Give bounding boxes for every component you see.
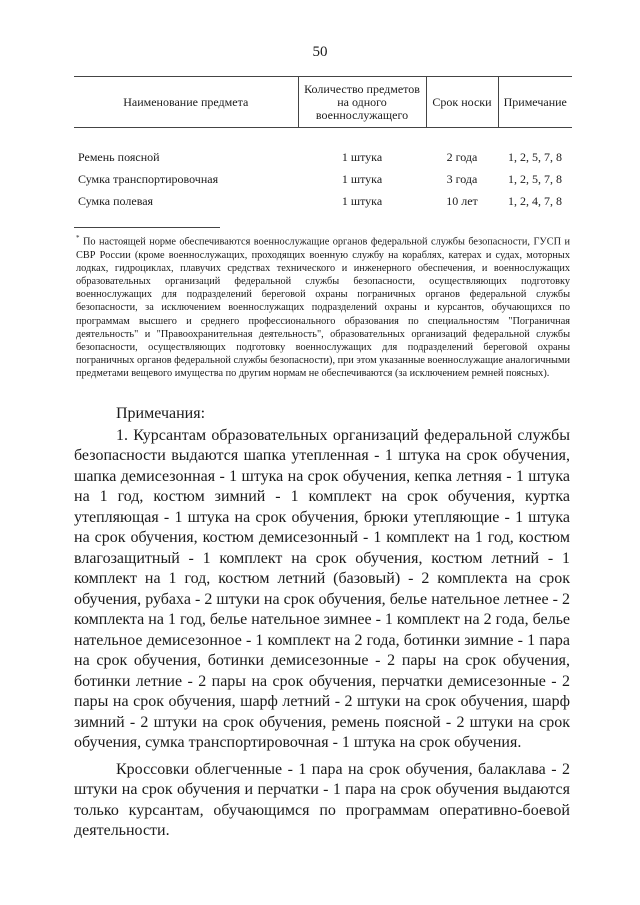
cell-quantity: 1 штука [341,149,383,164]
header-note: Примечание [498,77,572,128]
cell-item-name: Сумка полевая [78,193,154,208]
notes-section [74,404,570,842]
cell-wear-term: 3 года [446,171,478,186]
cell-quantity: 1 штука [341,171,383,186]
table-row [74,128,572,169]
header-wear-term: Срок носки [426,77,498,128]
cell-note: 1, 2, 5, 7, 8 [508,171,562,186]
cell-quantity: 1 штука [341,193,383,208]
notes-paragraph: 1. Курсантам образовательных организаций федеральной службы безопасности выдаются шапка утепленная - 1 штука на срок обучения, шапка демисезонная - 1 штука на срок обучения, кепка летняя - 1 штука на 1 год, костюм зимний - 1 комплект на срок обучения, куртка утепляющая - 1 штука на срок обучения, брюки утепляющие - 1 штука на срок обучения, костюм демисезонный - 1 комплект на 1 год, костюм влагозащитный - 1 комплект на срок обучения, костюм летний - 1 комплект на 1 год, костюм летний (базовый) - 2 комплекта на срок обучения, рубаха - 2 штуки на срок обучения, белье нательное летнее - 2 комплекта на 1 год, белье нательное зимнее - 1 комплект на 2 года, белье нательное демисезонное - 1 комплект на 2 года, ботинки зимние - 1 пара на срок обучения, ботинки демисезонные - 2 пары на срок обучения, ботинки летние - 2 пары на срок обучения, перчатки демисезонные - 2 пары на срок обучения, шарф летний - 2 штуки на срок обучения, шарф зимний - 2 штуки на срок обучения, ремень поясной - 2 штуки на срок обучения, сумка транспортировочная - 1 штука на срок обучения. [74,426,570,751]
items-table [74,76,572,212]
table-row [74,168,572,190]
notes-paragraph: Кроссовки облегченные - 1 пара на срок обучения, балаклава - 2 штуки на срок обучения и перчатки - 1 пара на срок обучения выдаются только курсантам, обучающимся по программам оперативно-боевой деятельности. [74,760,570,839]
notes-heading: Примечания: [116,405,206,422]
cell-note: 1, 2, 5, 7, 8 [508,149,562,164]
cell-note: 1, 2, 4, 7, 8 [508,193,562,208]
footnote-text: По настоящей норме обеспечиваются военнослужащие органов федеральной службы безопасности, ГУСП и СВР России (кроме военнослужащих, проходящих военную службу на кораблях, катерах и судах, моторных лодках, гидроциклах, плавучих средствах технического и инженерного обеспечения, и военнослужащих образовательных организаций федеральной службы безопасности, осуществляющих подготовку военнослужащих для подразделений береговой охраны пограничных органов федеральной службы безопасности, за исключением военнослужащих подразделений охраны и курсантов, обучающихся по программам высшего и среднего профессионального образования по специальностям "Пограничная деятельность" и "Правоохранительная деятельность", образовательных организаций федеральной службы безопасности, осуществляющих подготовку военнослужащих для подразделений береговой охраны пограничных органов федеральной службы безопасности), при этом указанные военнослужащие аналогичными предметами вещевого имущества по другим нормам не обеспечиваются (за исключением ремней поясных). [76,236,570,380]
table-header-row [74,77,572,128]
footnote-divider [74,227,220,228]
cell-wear-term: 10 лет [446,193,478,208]
header-item-name: Наименование предмета [123,94,249,109]
table-row [74,190,572,212]
cell-item-name: Сумка транспортировочная [78,171,219,186]
footnote [76,232,570,381]
cell-item-name: Ремень поясной [78,149,160,164]
header-quantity: Количество предметов на одного военнослужащего [298,77,426,128]
page-number: 50 [312,44,328,60]
footnote-marker: * [76,234,80,242]
cell-wear-term: 2 года [446,149,478,164]
